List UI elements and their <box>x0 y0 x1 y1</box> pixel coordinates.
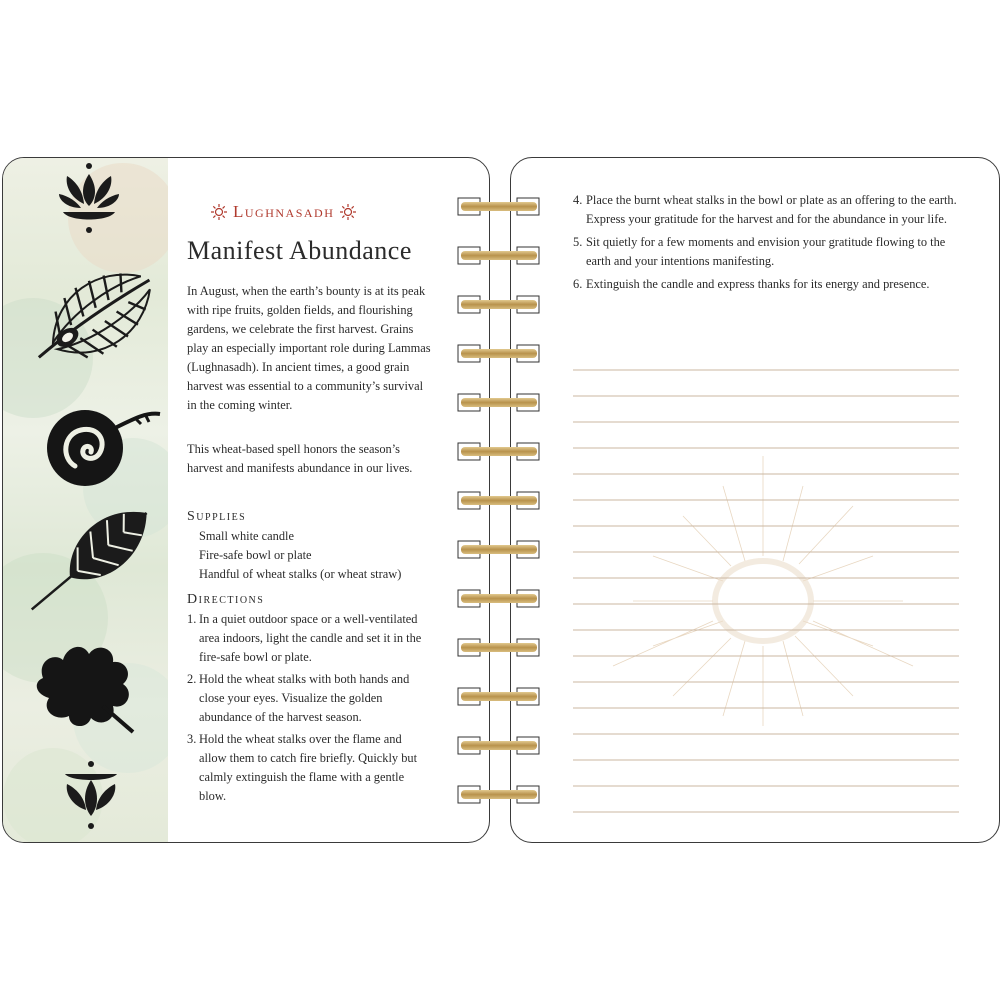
supplies-heading: Supplies <box>187 509 247 524</box>
intro-paragraph: In August, when the earth’s bounty is at its peak with ripe fruits, golden fields, and flourishing gardens, we celebrate the first harvest. Grains play an especially important role during Lammas (Lughnasadh). In ancient times, a good grain harvest was essential to a community’s survival in the coming winter. <box>187 284 431 412</box>
list-item: Fire-safe bowl or plate <box>199 548 312 562</box>
oak-leaf-icon <box>37 647 133 732</box>
directions-list-continued <box>573 191 963 298</box>
directions-list <box>187 610 427 809</box>
left-page <box>2 157 490 843</box>
list-item: 1. In a quiet outdoor space or a well-ventilated area indoors, light the candle and set it in the fire-safe bowl or plate. <box>187 612 422 664</box>
list-item: Handful of wheat stalks (or wheat straw) <box>199 567 402 581</box>
writing-lines <box>573 366 959 826</box>
floral-side-panel <box>3 158 168 842</box>
binding-rings <box>458 198 539 803</box>
section-label <box>211 202 411 222</box>
supplies-list <box>199 527 401 584</box>
list-item: 3. Hold the wheat stalks over the flame and allow them to catch fire briefly. Quickly but calmly extinguish the flame with a gentle blow. <box>187 732 418 803</box>
sun-icon <box>211 204 227 220</box>
list-item: 5. Sit quietly for a few moments and envision your gratitude flowing to the earth and your intentions manifesting. <box>573 235 946 268</box>
intro-paragraph: This wheat-based spell honors the season’s harvest and manifests abundance in our lives. <box>187 442 413 475</box>
right-page <box>510 157 1000 843</box>
directions-heading: Directions <box>187 592 265 607</box>
list-item: 4. Place the burnt wheat stalks in the bowl or plate as an offering to the earth. Express your gratitude for the harvest and for the abundance in your life. <box>573 193 957 226</box>
page-title: Manifest Abundance <box>187 236 412 265</box>
list-item: 6. Extinguish the candle and express thanks for its energy and presence. <box>573 277 930 291</box>
sunburst-illustration <box>613 456 913 726</box>
spiral-binding <box>455 190 545 820</box>
section-label-text: Lughnasadh <box>233 202 335 221</box>
list-item: 2. Hold the wheat stalks with both hands and close your eyes. Visualize the golden abundance of the harvest season. <box>187 672 410 724</box>
sun-icon <box>340 204 356 220</box>
list-item: Small white candle <box>199 529 294 543</box>
